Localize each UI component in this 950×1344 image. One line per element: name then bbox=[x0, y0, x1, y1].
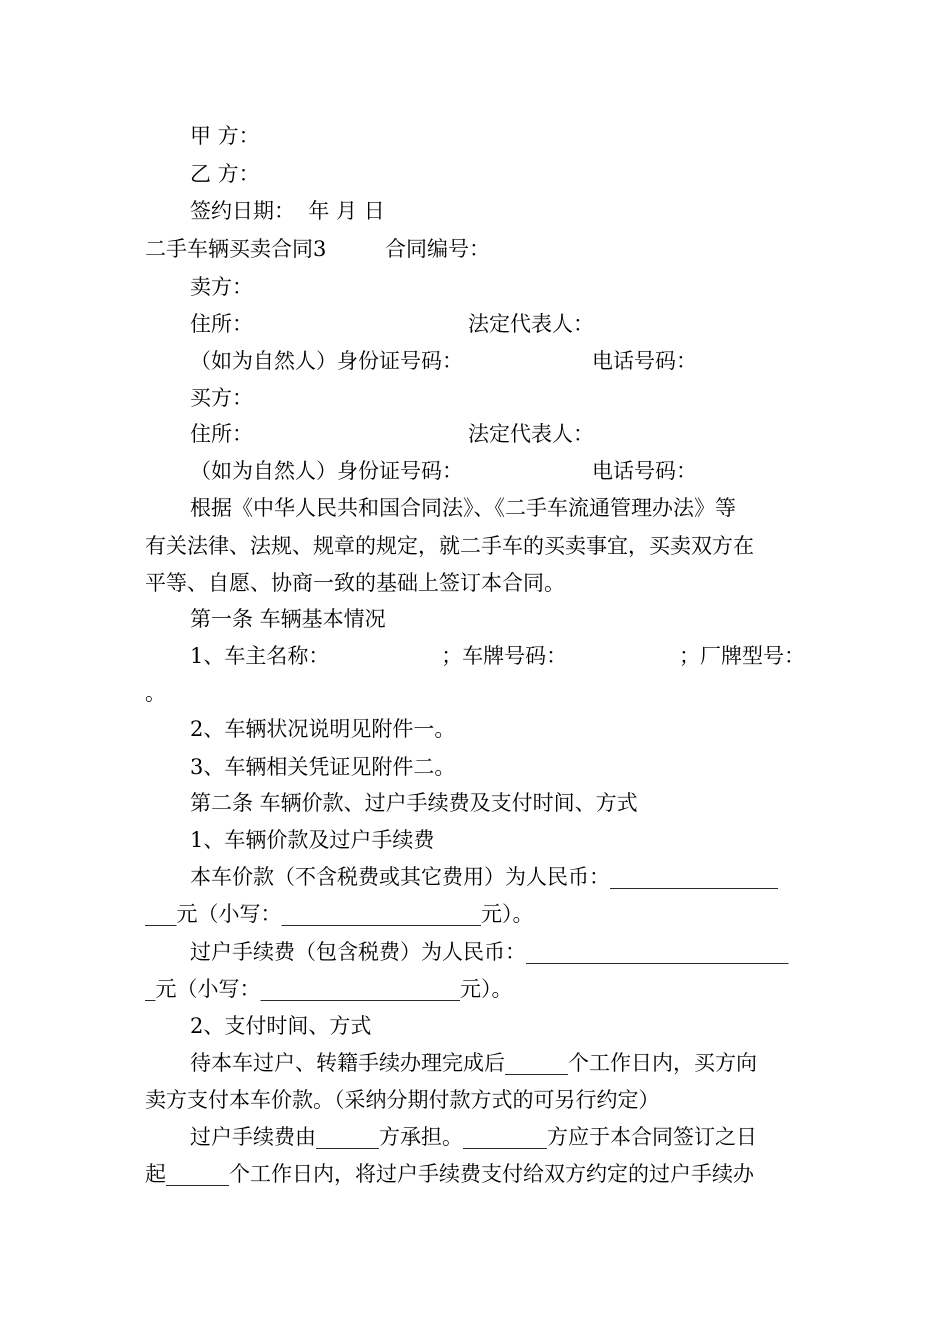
fee-line-2: _元（小写：___________________元）。 bbox=[145, 977, 513, 1001]
fee-payment-line-2: 起______个工作日内，将过户手续费支付给双方约定的过户手续办 bbox=[145, 1162, 754, 1186]
contract-title: 二手车辆买卖合同3 bbox=[145, 237, 327, 261]
article-1-title: 第一条 车辆基本情况 bbox=[190, 607, 386, 631]
price-line-2: ___元（小写：___________________元）。 bbox=[145, 902, 534, 926]
buyer-address-label: 住所： bbox=[190, 422, 253, 446]
party-a-label: 甲 方： bbox=[190, 124, 260, 148]
seller-legal-rep-label: 法定代表人： bbox=[468, 312, 594, 336]
buyer-label: 买方： bbox=[190, 386, 253, 410]
price-line-1: 本车价款（不含税费或其它费用）为人民币：________________ bbox=[190, 865, 778, 889]
plate-number-label: ；车牌号码： bbox=[441, 644, 568, 668]
payment-line-2: 卖方支付本车价款。（采纳分期付款方式的可另行约定） bbox=[145, 1088, 660, 1112]
intro-line-2: 有关法律、法规、规章的规定，就二手车的买卖事宜，买卖双方在 bbox=[145, 534, 754, 558]
payment-line-1: 待本车过户、转籍手续办理完成后______个工作日内，买方向 bbox=[190, 1051, 757, 1075]
article-1-item-3: 3、车辆相关凭证见附件二。 bbox=[190, 755, 456, 779]
buyer-legal-rep-label: 法定代表人： bbox=[468, 422, 594, 446]
article-2-sub-1: 1、车辆价款及过户手续费 bbox=[190, 828, 435, 852]
contract-number-label: 合同编号： bbox=[385, 237, 490, 261]
seller-phone-label: 电话号码： bbox=[592, 349, 697, 373]
article-1-item-1 bbox=[190, 642, 805, 670]
seller-label: 卖方： bbox=[190, 275, 253, 299]
intro-line-1: 根据《中华人民共和国合同法》、《二手车流通管理办法》等 bbox=[190, 496, 736, 520]
article-1-item-1-end: 。 bbox=[145, 681, 166, 705]
fee-line-1: 过户手续费（包含税费）为人民币：_________________________ bbox=[190, 940, 789, 964]
intro-line-3: 平等、自愿、协商一致的基础上签订本合同。 bbox=[145, 571, 565, 595]
seller-id-label: （如为自然人）身份证号码： bbox=[190, 349, 463, 373]
party-b-label: 乙 方： bbox=[190, 162, 260, 186]
buyer-id-label: （如为自然人）身份证号码： bbox=[190, 459, 463, 483]
fee-payment-line-1: 过户手续费由______方承担。________方应于本合同签订之日 bbox=[190, 1125, 757, 1149]
owner-name-label: 1、车主名称： bbox=[190, 644, 330, 668]
buyer-phone-label: 电话号码： bbox=[592, 459, 697, 483]
brand-model-label: ；厂牌型号： bbox=[679, 644, 805, 668]
seller-address-label: 住所： bbox=[190, 312, 253, 336]
article-2-sub-2: 2、支付时间、方式 bbox=[190, 1014, 372, 1038]
sign-date-label: 签约日期： 年 月 日 bbox=[190, 199, 385, 223]
article-1-item-2: 2、车辆状况说明见附件一。 bbox=[190, 717, 456, 741]
article-2-title: 第二条 车辆价款、过户手续费及支付时间、方式 bbox=[190, 791, 638, 815]
